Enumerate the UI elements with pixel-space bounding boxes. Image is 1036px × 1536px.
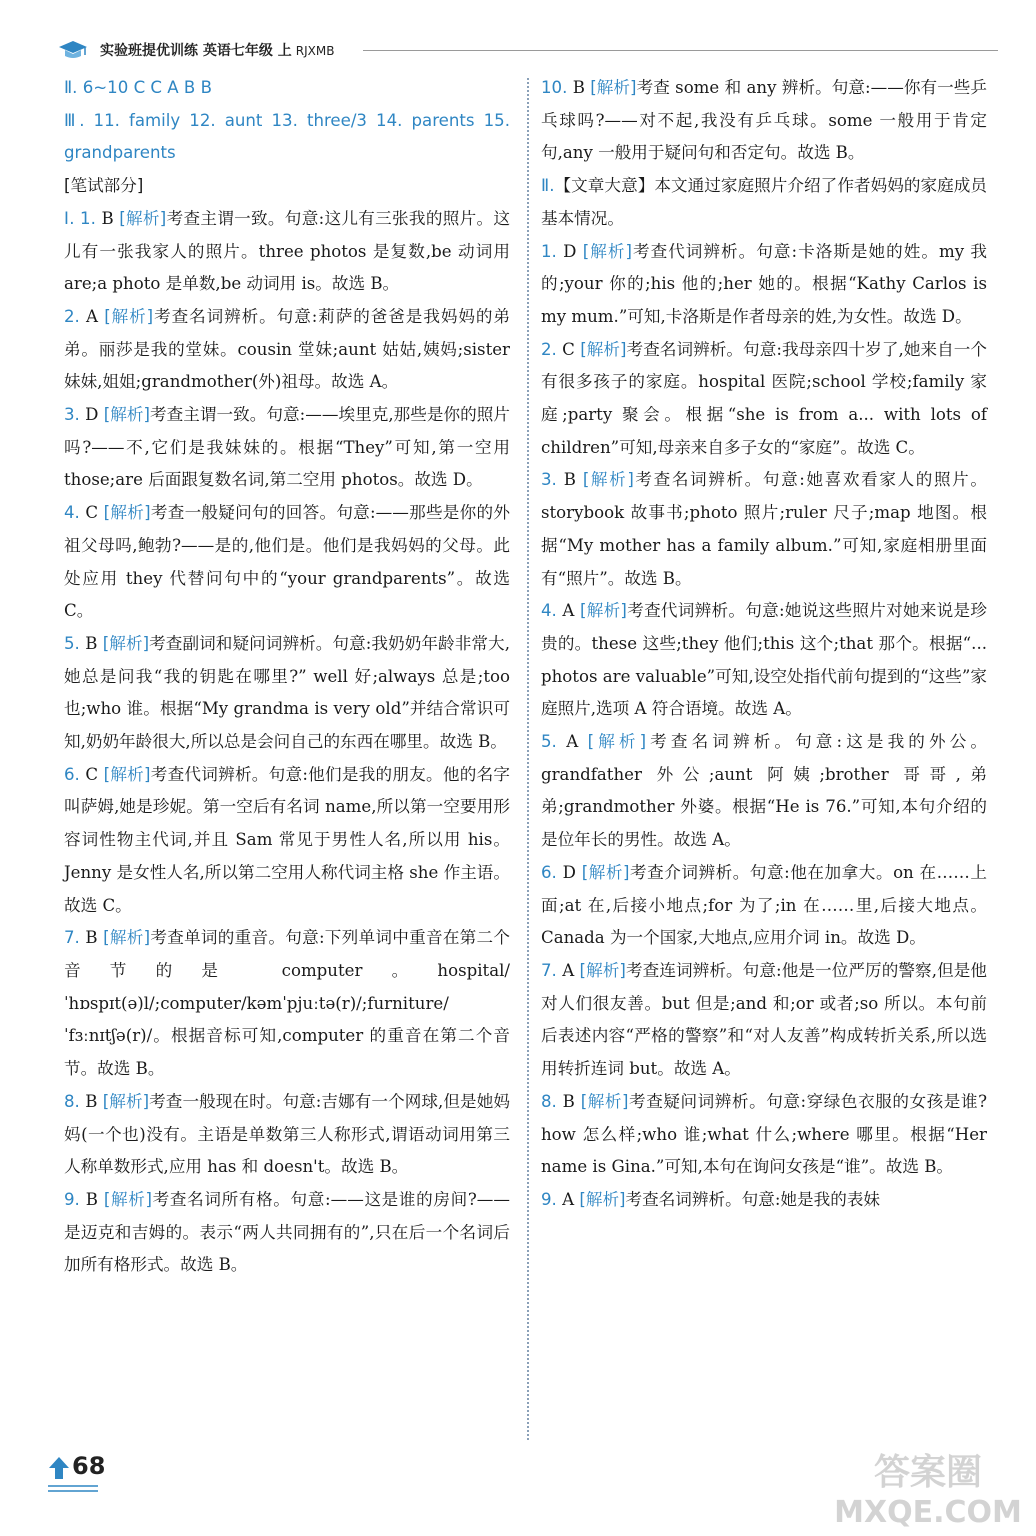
listening-answers-11-15: Ⅲ. 11. family 12. aunt 13. three/3 14. parents 15. grandparents — [64, 110, 510, 163]
svg-text:MXQE.COM: MXQE.COM — [834, 1495, 1022, 1530]
answer-item: 6. D [解析]考查介词辨析。句意:他在加拿大。on 在……上面;at 在,后接小地点;for 为了;in 在……里,后接大地点。Canada 为一个国家,大地点,应用介词 in。故选 D。 — [541, 862, 987, 948]
analysis-tag: [解析] — [102, 633, 150, 653]
answer-item: 7. A [解析]考查连词辨析。句意:他是一位严厉的警察,但是他对人们很友善。but 但是;and 和;or 或者;so 所以。本句前后表述内容“严格的警察”和“对人友善”构成转折关系,所以选用转折连词 but。故选 A。 — [541, 960, 988, 1079]
analysis-tag: [解析] — [582, 470, 634, 490]
answer-item: 2. C [解析]考查名词辨析。句意:我母亲四十岁了,她来自一个有很多孩子的家庭。hospital 医院;school 学校;family 家庭;party 聚会。根据“she is from a... with lots of children”可知,母亲来自多子女的“家庭”。故选 C。 — [541, 339, 987, 457]
up-arrow-icon — [48, 1456, 70, 1480]
listening-answers-6-10: Ⅱ. 6~10 C C A B B — [64, 78, 212, 97]
analysis-tag: [解析] — [103, 764, 151, 784]
answer-item: 8. B [解析]考查一般现在时。句意:吉娜有一个网球,但是她妈妈(一个也)没有。主语是单数第三人称形式,谓语动词用第三人称单数形式,应用 has 和 doesn't。故选 B。 — [64, 1091, 510, 1177]
answer-item: 2. A [解析]考查名词辨析。句意:莉萨的爸爸是我妈妈的弟弟。丽莎是我的堂妹。cousin 堂妹;aunt 姑姑,姨妈;sister 妹妹,姐姐;grandmother(外)祖母。故选 A。 — [64, 306, 510, 392]
analysis-tag: [解析] — [103, 928, 151, 948]
answer-item: 5. A [解析]考查名词辨析。句意:这是我的外公。grandfather 外公;aunt 阿姨;brother 哥哥,弟弟;grandmother 外婆。根据“He is 76.”可知,本句介绍的是位年长的男性。故选 A。 — [541, 732, 988, 850]
analysis-tag: [解析] — [580, 1091, 629, 1111]
answer-item: 4. C [解析]考查一般疑问句的回答。句意:——那些是你的外祖父母吗,鲍勃?——是的,他们是。他们是我妈妈的父母。此处应用 they 代替问句中的“your grandparents”。故选 C。 — [64, 503, 510, 621]
answer-item: 6. C [解析]考查代词辨析。句意:他们是我的朋友。他的名字叫萨姆,她是珍妮。第一空后有名词 name,所以第一空要用形容词性物主代词,并且 Sam 常见于男性人名,所以用 his。Jenny 是女性人名,所以第二空用人称代词主格 she 作主语。故选 C。 — [64, 764, 511, 915]
answer-item: 4. A [解析]考查代词辨析。句意:她说这些照片对她来说是珍贵的。these 这些;they 他们;this 这个;that 那个。根据“... photos are valuable”可知,设空处指代前句提到的“这些”家庭照片,选项 A 符合语境。故选 A。 — [541, 601, 988, 719]
answer-item: 9. B [解析]考查名词所有格。句意:——这是谁的房间?——是迈克和吉姆的。表示“两人共同拥有的”,只在后一个名词后加所有格形式。故选 B。 — [64, 1189, 510, 1275]
analysis-tag: [解析] — [590, 78, 637, 97]
svg-text:答案圈: 答案圈 — [873, 1452, 983, 1493]
right-column — [541, 72, 987, 1217]
edition-code: RJXMB — [295, 44, 335, 58]
footer-lines-icon — [48, 1484, 98, 1494]
analysis-tag: [解析] — [119, 208, 167, 228]
book-title: 实验班提优训练 英语七年级 上 RJXMB — [100, 43, 335, 59]
answer-item: 3. D [解析]考查主谓一致。句意:——埃里克,那些是你的照片吗?——不,它们是我妹妹的。根据“They”可知,第一空用 those;are 后面跟复数名词,第二空用 photos。故选 D。 — [64, 405, 510, 490]
analysis-tag: [解析] — [581, 862, 630, 882]
analysis-tag: [解析] — [579, 601, 627, 621]
answer-item: 1. D [解析]考查代词辨析。句意:卡洛斯是她的姓。my 我的;your 你的;his 他的;her 她的。根据“Kathy Carlos is my mum.”可知,卡洛斯是作者母亲的姓,为女性。故选 D。 — [541, 241, 987, 326]
graduation-cap-icon — [58, 38, 88, 62]
analysis-tag: [解析] — [103, 503, 151, 523]
column-divider — [527, 78, 529, 1440]
page-header — [58, 36, 998, 66]
section-title: [笔试部分] — [64, 176, 144, 196]
analysis-tag: [解析] — [582, 241, 632, 261]
answer-item: 3. B [解析]考查名词辨析。句意:她喜欢看家人的照片。storybook 故事书;photo 照片;ruler 尺子;map 地图。根据“My mother has a family album.”可知,家庭相册里面有“照片”。故选 B。 — [541, 470, 987, 588]
passage-summary: Ⅱ.【文章大意】本文通过家庭照片介绍了作者妈妈的家庭成员基本情况。 — [541, 176, 987, 228]
answer-item: Ⅰ. 1. B [解析]考查主谓一致。句意:这儿有三张我的照片。这儿有一张我家人的照片。three photos 是复数,be 动词用 are;a photo 是单数,be 动词用 is。故选 B。 — [64, 208, 510, 294]
analysis-tag: [解析] — [102, 1091, 150, 1111]
analysis-tag: [解析] — [104, 306, 154, 326]
answer-item: 7. B [解析]考查单词的重音。句意:下列单词中重音在第二个音节的是 computer。hospital/ˈhɒspɪt(ə)l/;computer/kəmˈpjuːtə(r)/;furniture/ˈfɜːnɪtʃə(r)/。根据音标可知,computer 的重音在第二个音节。故选 B。 — [64, 928, 510, 1079]
page-number: 68 — [72, 1452, 106, 1480]
analysis-tag: [解析] — [103, 405, 151, 425]
header-rule — [363, 50, 998, 51]
analysis-tag: [解析] — [103, 1189, 152, 1209]
answer-item: 5. B [解析]考查副词和疑问词辨析。句意:我奶奶年龄非常大,她总是问我“我的钥匙在哪里?” well 好;always 总是;too 也;who 谁。根据“My grandma is very old”并结合常识可知,奶奶年龄很大,所以总是会问自己的东西在哪里。故选 B。 — [64, 633, 510, 752]
answer-item: 10. B [解析]考查 some 和 any 辨析。句意:——你有一些乒乓球吗?——对不起,我没有乒乓球。some 一般用于肯定句,any 一般用于疑问句和否定句。故选 B。 — [541, 78, 987, 163]
answer-item: 8. B [解析]考查疑问词辨析。句意:穿绿色衣服的女孩是谁?how 怎么样;who 谁;what 什么;where 哪里。根据“Her name is Gina.”可知,本句在询问女孩是“谁”。故选 B。 — [541, 1091, 987, 1177]
analysis-tag: [解析] — [580, 339, 627, 359]
analysis-tag: [解析] — [587, 732, 647, 752]
site-watermark-logo — [834, 1444, 1022, 1530]
left-column — [64, 72, 510, 1282]
analysis-tag: [解析] — [579, 960, 626, 980]
analysis-tag: [解析] — [579, 1189, 626, 1209]
answer-item: 9. A [解析]考查名词辨析。句意:她是我的表妹 — [541, 1189, 881, 1209]
